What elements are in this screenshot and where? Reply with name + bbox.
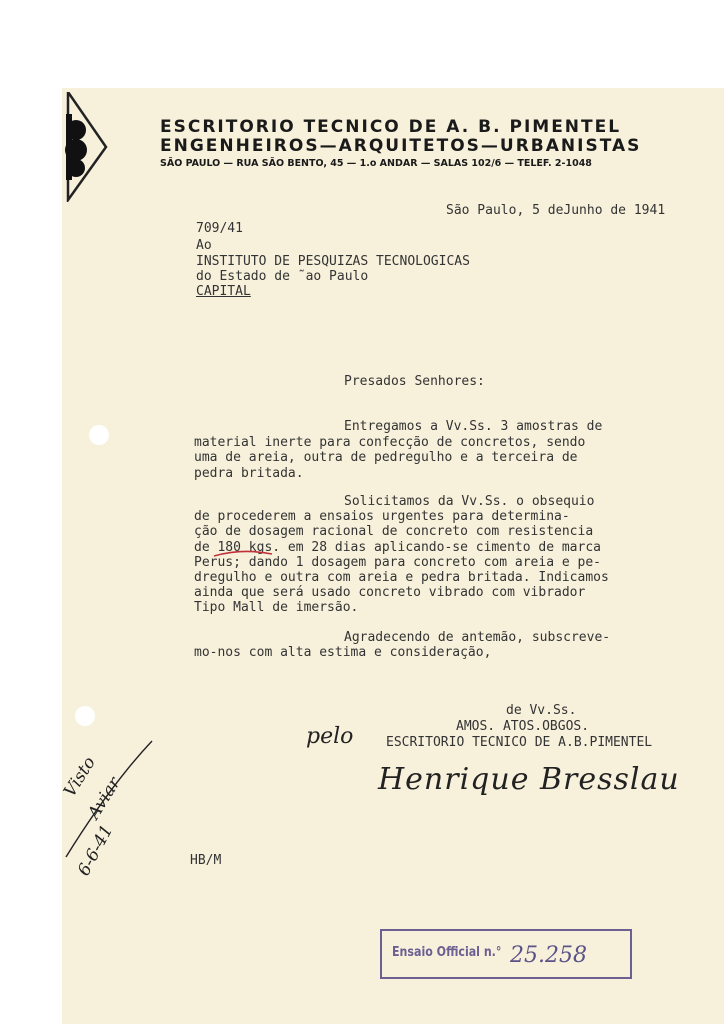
signature: Henrique Bresslau	[378, 762, 680, 797]
margin-note-date: 6-6-41	[74, 821, 118, 880]
reference-number: 709/41	[196, 221, 243, 236]
body-line: Entregamos a Vv.Ss. 3 amostras de	[344, 419, 603, 434]
closing-firm: ESCRITORIO TECNICO DE A.B.PIMENTEL	[386, 735, 653, 750]
letterhead-address: SÃO PAULO — RUA SÃO BENTO, 45 — 1.o ANDAR — SALAS 102/6 — TELEF. 2-1048	[160, 158, 592, 169]
body-line: pedra britada.	[194, 466, 304, 481]
stamp-number: 25.258	[510, 943, 587, 968]
margin-note: Aviar	[84, 773, 125, 823]
body-line: de procederem a ensaios urgentes para determina-	[194, 509, 570, 524]
body-line: mo-nos com alta estima e consideração,	[194, 645, 492, 660]
body-line: material inerte para confecção de concretos, sendo	[194, 435, 586, 450]
letterhead-profession: ENGENHEIROS—ARQUITETOS—URBANISTAS	[160, 136, 642, 156]
firm-logo	[62, 92, 108, 202]
body-line: uma de areia, outra de pedregulho e a terceira de	[194, 450, 578, 465]
body-line: ção de dosagem racional de concreto com resistencia	[194, 524, 594, 539]
closing-line: AMOS. ATOS.OBGOS.	[456, 719, 590, 734]
body-line: Solicitamos da Vv.Ss. o obsequio	[344, 494, 595, 509]
date-line: São Paulo, 5 deJunho de 1941	[446, 203, 666, 218]
recipient-line: Ao	[196, 238, 212, 253]
punch-hole	[75, 706, 95, 726]
body-line: Tipo Mall de imersão.	[194, 600, 359, 615]
signature-pelo: pelo	[306, 724, 354, 749]
body-line: dregulho e outra com areia e pedra britada. Indicamos	[194, 570, 609, 585]
body-line: Agradecendo de antemão, subscreve-	[344, 630, 611, 645]
typist-initials: HB/M	[190, 853, 222, 868]
body-line: ainda que será usado concreto vibrado com vibrador	[194, 585, 586, 600]
margin-note: Visto	[60, 753, 100, 801]
official-stamp	[380, 929, 632, 979]
punch-hole	[89, 425, 109, 445]
letterhead-firm: ESCRITORIO TECNICO DE A. B. PIMENTEL	[160, 117, 622, 137]
body-line: Perus; dando 1 dosagem para concreto com areia e pe-	[194, 555, 601, 570]
margin-note-stroke	[62, 735, 158, 865]
recipient-city: CAPITAL	[196, 284, 251, 299]
closing-line: de Vv.Ss.	[506, 703, 577, 718]
body-line: de 180 kgs. em 28 dias aplicando-se cimento de marca	[194, 540, 601, 555]
salutation: Presados Senhores:	[344, 374, 485, 389]
recipient-line: do Estado de ˜ao Paulo	[196, 269, 369, 284]
recipient-name: INSTITUTO DE PESQUIZAS TECNOLOGICAS	[196, 254, 470, 269]
stamp-label: Ensaio Official n.°	[392, 945, 502, 960]
